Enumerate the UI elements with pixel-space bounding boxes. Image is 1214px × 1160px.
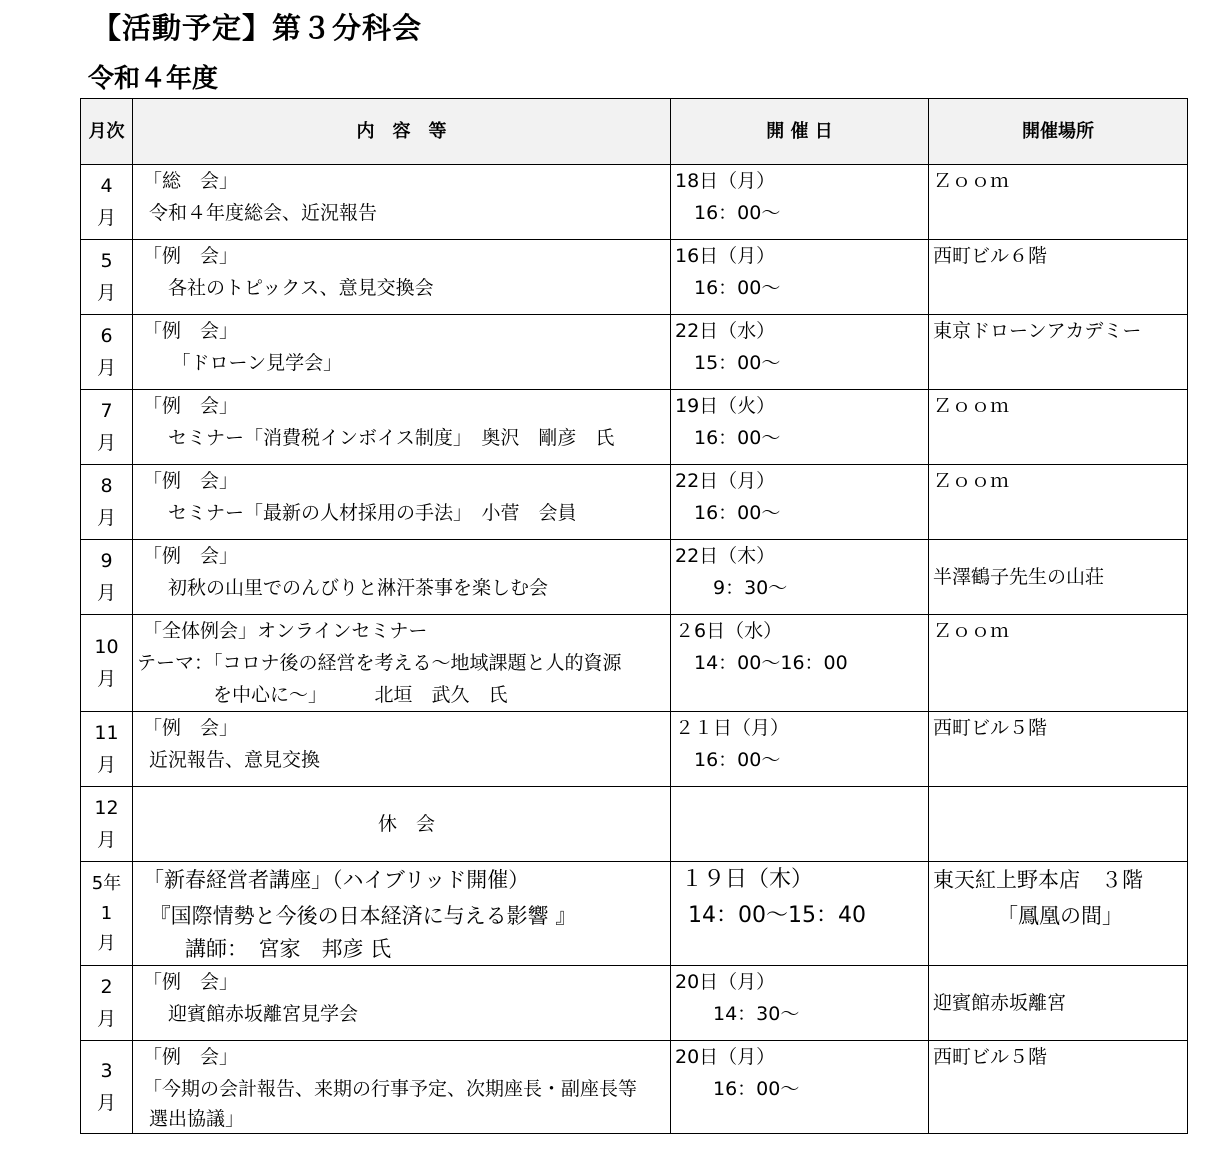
month-cell: 5年 1 月 [81,862,133,966]
page-subtitle: 令和４年度 [88,64,219,94]
table-row [81,862,1188,966]
date-cell [671,787,929,862]
date-cell: １９日（木） 14：00～15：40 [671,862,929,966]
month-cell: 10 月 [81,615,133,712]
table-row [81,787,1188,862]
header-place: 開催場所 [929,99,1188,165]
date-cell: 19日（火） 16：00～ [671,390,929,465]
content-cell: 「例 会」 近況報告、意見交換 [133,712,671,787]
month-cell: 9 月 [81,540,133,615]
content-cell: 「例 会」 「今期の会計報告、来期の行事予定、次期座長・副座長等 選出協議」 [133,1041,671,1134]
table-row [81,465,1188,540]
place-cell: 西町ビル５階 [929,712,1188,787]
place-cell: 西町ビル６階 [929,240,1188,315]
place-cell: 東京ドローンアカデミー [929,315,1188,390]
content-cell: 「全体例会」オンラインセミナー テーマ：「コロナ後の経営を考える～地域課題と人的資源 を中心に～」 北垣 武久 氏 [133,615,671,712]
table-row [81,540,1188,615]
content-cell: 「総 会」 令和４年度総会、近況報告 [133,165,671,240]
content-cell: 「例 会」 各社のトピックス、意見交換会 [133,240,671,315]
place-cell: 西町ビル５階 [929,1041,1188,1134]
place-cell: Ｚｏｏｍ [929,465,1188,540]
month-cell: 2 月 [81,966,133,1041]
month-cell: 5 月 [81,240,133,315]
table-row [81,390,1188,465]
header-month: 月次 [81,99,133,165]
date-cell: 20日（月） 14：30～ [671,966,929,1041]
date-cell: 16日（月） 16：00～ [671,240,929,315]
date-cell: ２１日（月） 16：00～ [671,712,929,787]
month-cell: 8 月 [81,465,133,540]
table-row [81,615,1188,712]
content-cell: 「新春経営者講座」（ハイブリッド開催） 『国際情勢と今後の日本経済に与える影響 』 講師： 宮家 邦彦 氏 [133,862,671,966]
month-cell: 12 月 [81,787,133,862]
page-title: 【活動予定】第３分科会 [92,11,423,45]
table-row [81,1041,1188,1134]
content-cell: 「例 会」 「ドローン見学会」 [133,315,671,390]
content-cell: 「例 会」 迎賓館赤坂離宮見学会 [133,966,671,1041]
month-cell: 3 月 [81,1041,133,1134]
date-cell: 20日（月） 16：00～ [671,1041,929,1134]
month-cell: 6 月 [81,315,133,390]
content-cell: 休 会 [133,787,671,862]
header-date: 開 催 日 [671,99,929,165]
month-cell: 7 月 [81,390,133,465]
place-cell: Ｚｏｏｍ [929,165,1188,240]
month-cell: 4 月 [81,165,133,240]
table-row [81,315,1188,390]
header-content: 内 容 等 [133,99,671,165]
month-cell: 11 月 [81,712,133,787]
table-row [81,165,1188,240]
content-cell: 「例 会」 初秋の山里でのんびりと淋汗茶事を楽しむ会 [133,540,671,615]
date-cell: ２6日（水） 14：00～16：00 [671,615,929,712]
place-cell [929,787,1188,862]
table-row [81,966,1188,1041]
content-cell: 「例 会」 セミナー「最新の人材採用の手法」 小菅 会員 [133,465,671,540]
date-cell: 18日（月） 16：00～ [671,165,929,240]
schedule-table [80,98,1188,1134]
table-row [81,712,1188,787]
place-cell: 迎賓館赤坂離宮 [929,966,1188,1041]
content-cell: 「例 会」 セミナー「消費税インボイス制度」 奥沢 剛彦 氏 [133,390,671,465]
date-cell: 22日（月） 16：00～ [671,465,929,540]
place-cell: 半澤鶴子先生の山荘 [929,540,1188,615]
place-cell: Ｚｏｏｍ [929,390,1188,465]
date-cell: 22日（水） 15：00～ [671,315,929,390]
table-row [81,240,1188,315]
place-cell: 東天紅上野本店 ３階 「鳳凰の間」 [929,862,1188,966]
place-cell: Ｚｏｏｍ [929,615,1188,712]
date-cell: 22日（木） 9：30～ [671,540,929,615]
header-row [81,99,1188,165]
